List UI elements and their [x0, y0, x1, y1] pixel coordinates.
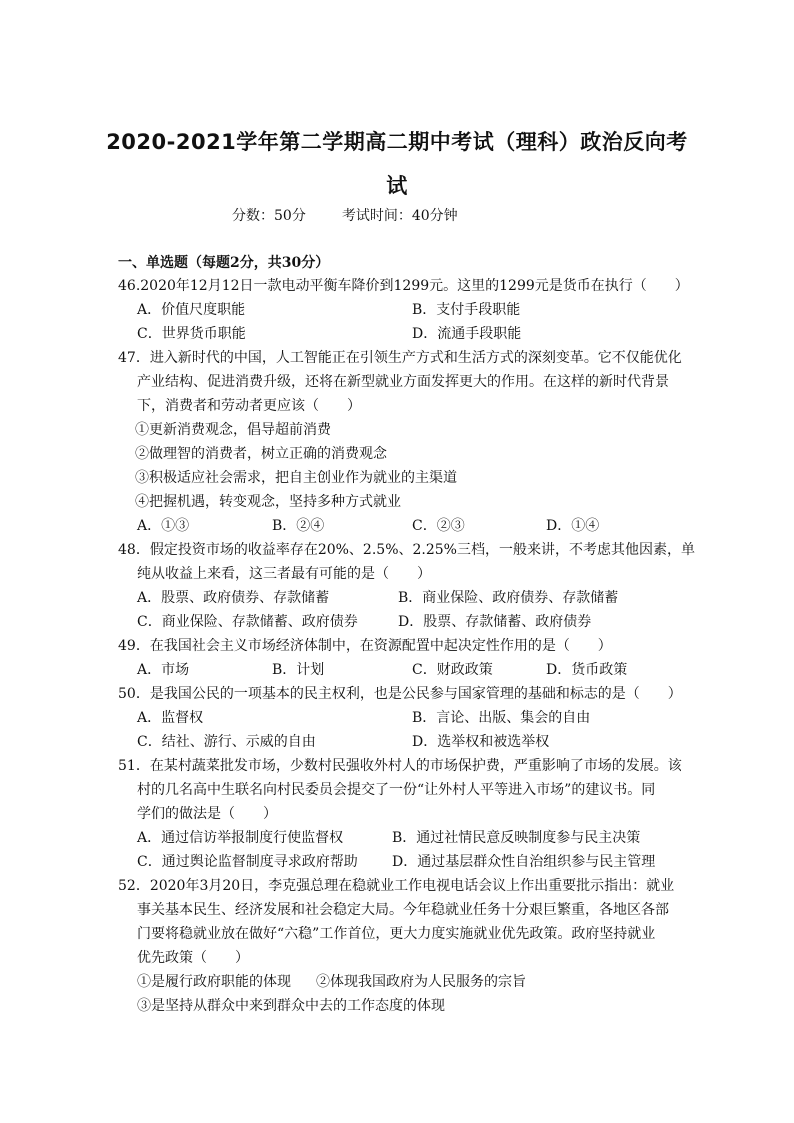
option-b: B．计划 — [272, 662, 325, 678]
option-a: A．通过信访举报制度行使监督权 — [137, 830, 344, 846]
question-stem: 47．进入新时代的中国，人工智能正在引领生产方式和生活方式的深刻变革。它不仅能优化 — [118, 350, 682, 366]
question-stem: 产业结构、促进消费升级，还将在新型就业方面发挥更大的作用。在这样的新时代背景 — [137, 374, 669, 390]
option-a: A．市场 — [137, 662, 190, 678]
option-b: B．支付手段职能 — [412, 302, 521, 318]
option-d: D．选举权和被选举权 — [412, 734, 550, 750]
time-info: 考试时间：40分钟 — [341, 208, 458, 224]
option-c: C．商业保险、存款储蓄、政府债券 — [137, 614, 358, 630]
section-heading: 一、单选题（每题2分，共30分） — [118, 255, 330, 271]
statement-item: ④把握机遇，转变观念，坚持多种方式就业 — [135, 494, 401, 510]
option-c: C．通过舆论监督制度寻求政府帮助 — [137, 854, 358, 870]
statement-item: ③积极适应社会需求，把自主创业作为就业的主渠道 — [135, 470, 457, 486]
statement-item: ①是履行政府职能的体现 — [137, 974, 291, 990]
question-stem: 51．在某村蔬菜批发市场，少数村民强收外村人的市场保护费，严重影响了市场的发展。该 — [118, 758, 682, 774]
question-stem: 优先政策（ ） — [137, 950, 249, 966]
exam-title: 2020-2021学年第二学期高二期中考试（理科）政治反向考 — [106, 130, 688, 154]
exam-title-continued: 试 — [386, 174, 408, 198]
option-d: D．货币政策 — [546, 662, 628, 678]
question-stem: 事关基本民生、经济发展和社会稳定大局。今年稳就业任务十分艰巨繁重，各地区各部 — [137, 902, 669, 918]
question-stem: 下，消费者和劳动者更应该（ ） — [137, 398, 361, 414]
statement-item: ②体现我国政府为人民服务的宗旨 — [316, 974, 526, 990]
option-d: D．流通手段职能 — [412, 326, 522, 342]
option-a: A．价值尺度职能 — [137, 302, 246, 318]
option-a: A．股票、政府债券、存款储蓄 — [137, 590, 330, 606]
option-a: A．①③ — [137, 518, 190, 534]
option-d: D．通过基层群众性自治组织参与民主管理 — [392, 854, 656, 870]
option-d: D．①④ — [546, 518, 600, 534]
option-b: B．通过社情民意反映制度参与民主决策 — [392, 830, 641, 846]
option-c: C．财政政策 — [412, 662, 493, 678]
question-stem: 村的几名高中生联名向村民委员会提交了一份“让外村人平等进入市场”的建议书。同 — [137, 782, 656, 798]
option-b: B．言论、出版、集会的自由 — [412, 710, 591, 726]
option-c: C．②③ — [412, 518, 465, 534]
question-stem: 门要将稳就业放在做好“六稳”工作首位，更大力度实施就业优先政策。政府坚持就业 — [137, 926, 656, 942]
score-info: 分数：50分 — [232, 208, 306, 224]
statement-item: ③是坚持从群众中来到群众中去的工作态度的体现 — [137, 998, 445, 1014]
question-stem: 学们的做法是（ ） — [137, 806, 277, 822]
question-stem: 52．2020年3月20日，李克强总理在稳就业工作电视电话会议上作出重要批示指出：就业 — [118, 878, 675, 894]
option-c: C．结社、游行、示威的自由 — [137, 734, 316, 750]
question-stem: 纯从收益上来看，这三者最有可能的是（ ） — [137, 566, 431, 582]
question-stem: 48．假定投资市场的收益率存在20%、2.5%、2.25%三档，一般来讲，不考虑其他因素，单 — [118, 542, 695, 558]
statement-item: ②做理智的消费者，树立正确的消费观念 — [135, 446, 387, 462]
statement-item: ①更新消费观念，倡导超前消费 — [135, 422, 331, 438]
option-b: B．商业保险、政府债券、存款储蓄 — [398, 590, 619, 606]
exam-meta — [232, 205, 458, 225]
option-c: C．世界货币职能 — [137, 326, 246, 342]
option-b: B．②④ — [272, 518, 325, 534]
question-stem: 46.2020年12月12日一款电动平衡车降价到1299元。这里的1299元是货币在执行（ ） — [118, 278, 689, 294]
option-d: D．股票、存款储蓄、政府债券 — [398, 614, 592, 630]
question-stem: 49．在我国社会主义市场经济体制中，在资源配置中起决定性作用的是（ ） — [118, 638, 612, 654]
question-stem: 50．是我国公民的一项基本的民主权利，也是公民参与国家管理的基础和标志的是（ ） — [118, 686, 682, 702]
option-a: A．监督权 — [137, 710, 204, 726]
